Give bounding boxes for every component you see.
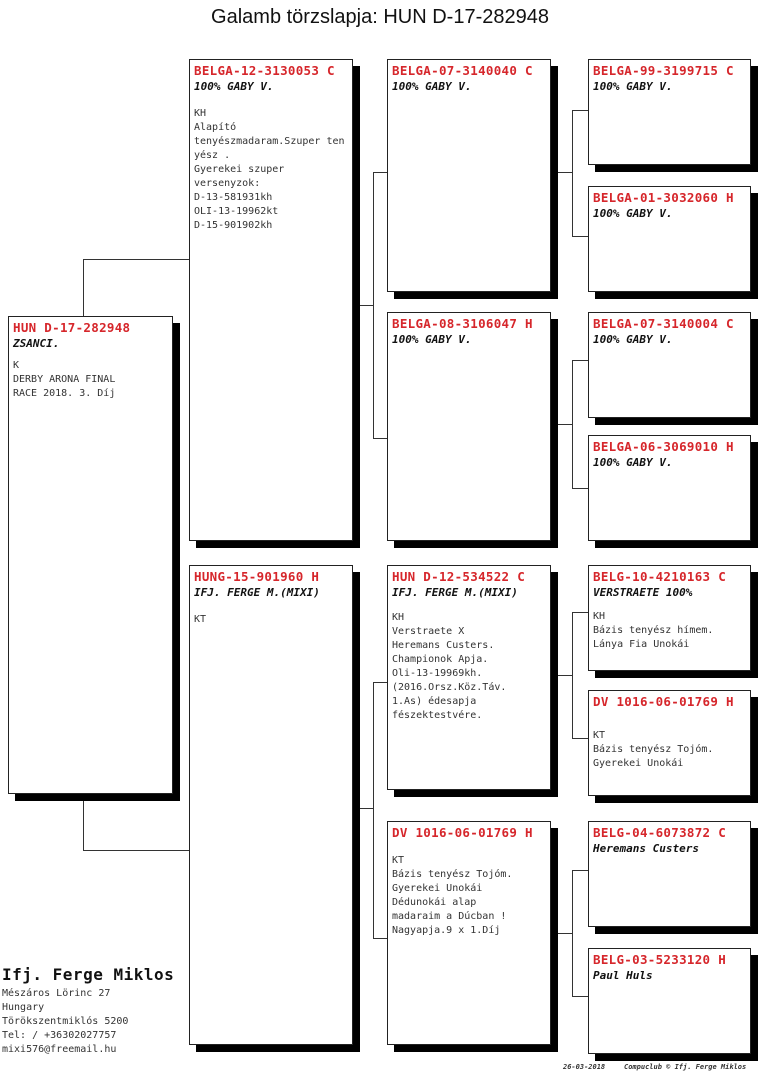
breeder-info	[2, 965, 174, 1057]
breeder-name: Ifj. Ferge Miklos	[2, 965, 175, 984]
ring-number: HUN D-17-282948	[13, 320, 131, 335]
ring-number: DV 1016-06-01769 H	[392, 825, 533, 840]
connector-line	[556, 172, 572, 173]
connector-line	[572, 360, 573, 488]
pigeon-card-subject	[8, 316, 173, 794]
connector-line	[373, 682, 388, 683]
connector-line	[83, 792, 84, 850]
pigeon-notes: KH Bázis tenyész hímem. Lánya Fia Unokái	[593, 611, 714, 650]
pigeon-name: VERSTRAETE 100%	[593, 586, 693, 599]
connector-line	[83, 259, 190, 260]
connector-line	[83, 850, 190, 851]
pigeon-card-sire-sire-sire	[588, 59, 751, 165]
connector-line	[572, 870, 588, 871]
connector-line	[572, 738, 588, 739]
pigeon-card-sire	[189, 59, 353, 541]
pigeon-card-sire-dam-dam	[588, 435, 751, 541]
connector-line	[356, 808, 373, 809]
footer-software: Compuclub © Ifj. Ferge Miklos	[624, 1063, 747, 1071]
pigeon-card-sire-dam-sire	[588, 312, 751, 418]
connector-line	[572, 612, 588, 613]
ring-number: HUNG-15-901960 H	[194, 569, 320, 584]
pigeon-name: 100% GABY V.	[593, 80, 673, 93]
pigeon-card-dam-dam-dam	[588, 948, 751, 1054]
pigeon-name: Paul Huls	[593, 969, 653, 982]
pigeon-name: 100% GABY V.	[593, 456, 673, 469]
connector-line	[556, 424, 572, 425]
connector-line	[373, 938, 388, 939]
pigeon-name: 100% GABY V.	[593, 207, 673, 220]
pigeon-name: IFJ. FERGE M.(MIXI)	[194, 586, 320, 599]
connector-line	[356, 305, 373, 306]
ring-number: BELGA-01-3032060 H	[593, 190, 734, 205]
connector-line	[572, 236, 588, 237]
pigeon-notes: KT Bázis tenyész Tojóm. Gyerekei Unokái	[593, 730, 714, 769]
page-title: Galamb törzslapja: HUN D-17-282948	[211, 6, 549, 28]
pigeon-card-dam-sire-dam	[588, 690, 751, 796]
connector-line	[556, 675, 572, 676]
connector-line	[572, 870, 573, 996]
pigeon-card-dam-dam-sire	[588, 821, 751, 927]
pigeon-name: 100% GABY V.	[392, 80, 472, 93]
pigeon-name: 100% GABY V.	[392, 333, 472, 346]
ring-number: BELGA-99-3199715 C	[593, 63, 734, 78]
ring-number: BELGA-07-3140040 C	[392, 63, 533, 78]
ring-number: BELGA-12-3130053 C	[194, 63, 335, 78]
connector-line	[83, 259, 84, 317]
connector-line	[572, 612, 573, 738]
pigeon-card-sire-dam	[387, 312, 551, 541]
pigeon-notes: K DERBY ARONA FINAL RACE 2018. 3. Díj	[13, 360, 116, 399]
connector-line	[572, 110, 588, 111]
pigeon-notes: KT	[194, 614, 207, 625]
pigeon-card-dam-sire	[387, 565, 551, 790]
breeder-email: mixi576@freemail.hu	[2, 1044, 117, 1055]
pigeon-notes: KT Bázis tenyész Tojóm. Gyerekei Unokái Dédunokái alap madaraim a Dúcban ! Nagyapja.9 x 1.Díj	[392, 855, 513, 936]
pigeon-card-dam-dam	[387, 821, 551, 1045]
connector-line	[572, 488, 588, 489]
pigeon-name: 100% GABY V.	[194, 80, 274, 93]
ring-number: BELGA-06-3069010 H	[593, 439, 734, 454]
breeder-phone: Tel: / +36302027757	[2, 1030, 117, 1041]
connector-line	[373, 682, 374, 938]
connector-line	[373, 172, 388, 173]
pigeon-name: ZSANCI.	[13, 337, 60, 350]
ring-number: BELGA-08-3106047 H	[392, 316, 533, 331]
connector-line	[373, 438, 388, 439]
pigeon-notes: KH Alapító tenyészmadaram.Szuper tenyész . Gyerekei szuper versenyzok: D-13-581931kh OLI-13-19962kt D-15-901902kh	[194, 108, 345, 231]
ring-number: HUN D-12-534522 C	[392, 569, 526, 584]
breeder-city: Törökszentmiklós 5200	[2, 1016, 129, 1027]
connector-line	[572, 360, 588, 361]
breeder-address: Mészáros Lörinc 27	[2, 988, 111, 999]
pigeon-card-sire-sire-dam	[588, 186, 751, 292]
ring-number: BELG-03-5233120 H	[593, 952, 727, 967]
ring-number: BELG-04-6073872 C	[593, 825, 727, 840]
connector-line	[572, 996, 588, 997]
pigeon-card-dam-sire-sire	[588, 565, 751, 671]
connector-line	[556, 933, 572, 934]
breeder-country: Hungary	[2, 1002, 45, 1013]
connector-line	[373, 172, 374, 438]
pigeon-name: 100% GABY V.	[593, 333, 673, 346]
ring-number: DV 1016-06-01769 H	[593, 694, 734, 709]
ring-number: BELGA-07-3140004 C	[593, 316, 734, 331]
ring-number: BELG-10-4210163 C	[593, 569, 727, 584]
footer-date: 26-03-2018	[563, 1063, 606, 1071]
pigeon-card-sire-sire	[387, 59, 551, 292]
pigeon-notes: KH Verstraete X Heremans Custers. Championok Apja. Oli-13-19969kh. (2016.Orsz.Köz.Táv. 1.As) édesapja fészektestvére.	[392, 612, 507, 721]
connector-line	[572, 110, 573, 236]
pigeon-card-dam	[189, 565, 353, 1045]
pigeon-name: IFJ. FERGE M.(MIXI)	[392, 586, 518, 599]
pigeon-name: Heremans Custers	[593, 842, 699, 855]
